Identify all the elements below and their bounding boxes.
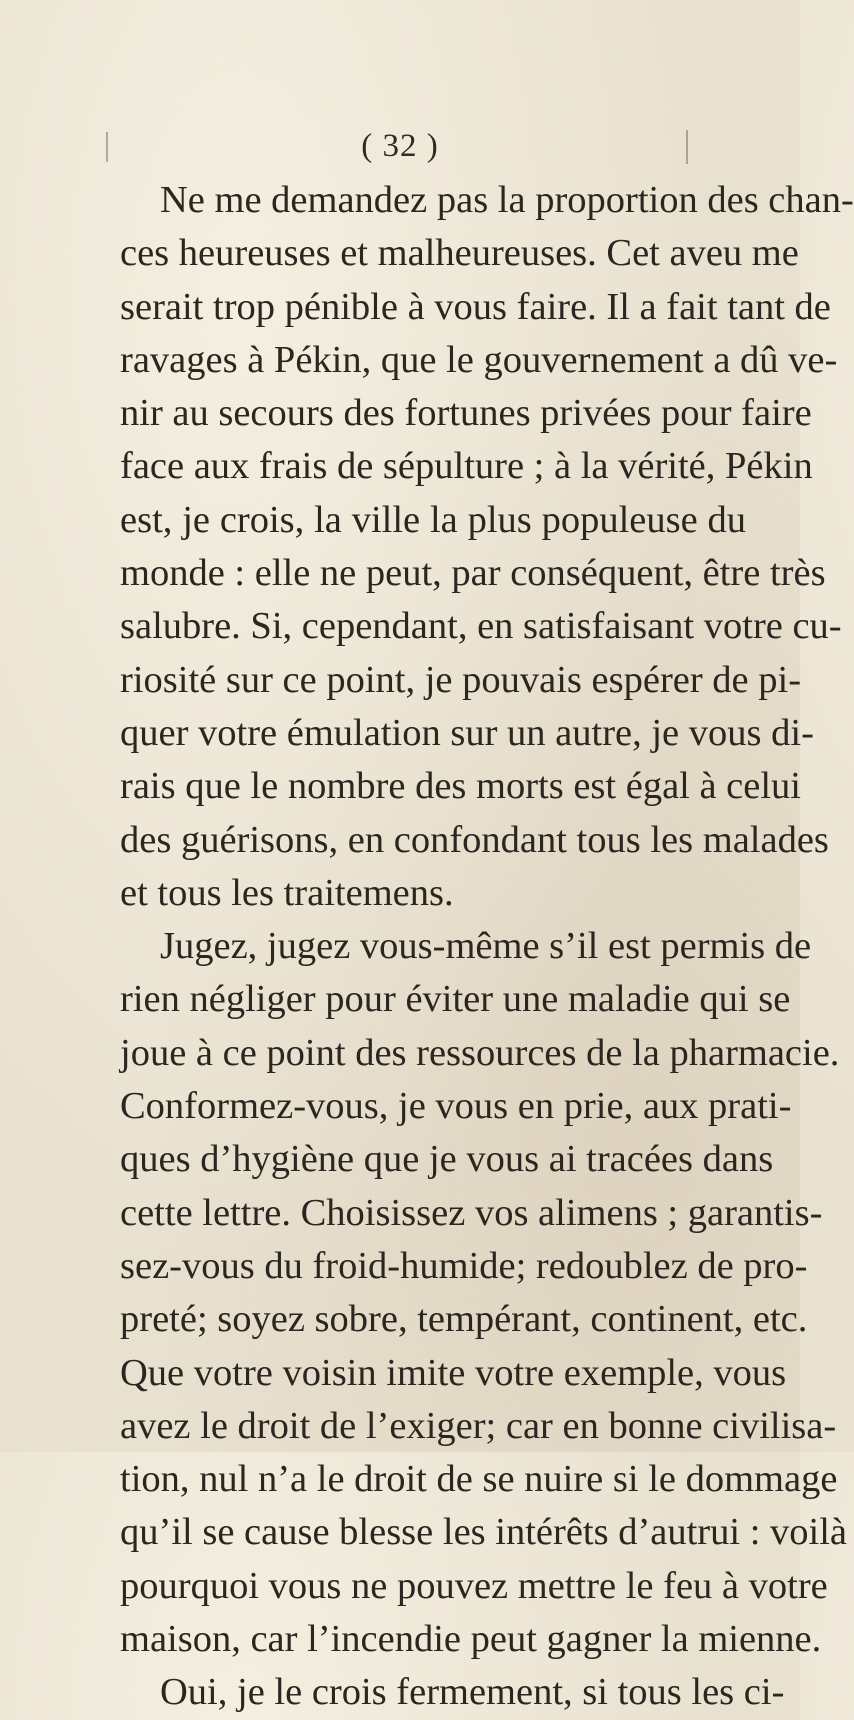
page-number: ( 32 ) xyxy=(361,128,439,164)
text-line: salubre. Si, cependant, en satisfaisant votre cu- xyxy=(120,605,842,648)
text-line: maison, car l’incendie peut gagner la mienne. xyxy=(120,1618,822,1661)
text-line: ravages à Pékin, que le gouvernement a dû ve- xyxy=(120,338,838,381)
text-line: serait trop pénible à vous faire. Il a fait tant de xyxy=(120,285,831,328)
text-line: avez le droit de l’exiger; car en bonne civilisa- xyxy=(120,1404,837,1447)
text-line: rais que le nombre des morts est égal à celui xyxy=(120,765,802,808)
text-line: des guérisons, en confondant tous les malades xyxy=(120,818,829,861)
text-line: riosité sur ce point, je pouvais espérer de pi- xyxy=(120,658,802,701)
text-line: Oui, je le crois fermement, si tous les ci- xyxy=(160,1671,785,1714)
text-line: quer votre émulation sur un autre, je vous di- xyxy=(120,711,814,754)
text-line: Conformez-vous, je vous en prie, aux prati- xyxy=(120,1085,792,1128)
text-line: preté; soyez sobre, tempérant, continent, etc. xyxy=(120,1298,808,1341)
text-line: joue à ce point des ressources de la pharmacie. xyxy=(120,1031,840,1074)
text-line: rien négliger pour éviter une maladie qui se xyxy=(120,978,791,1021)
text-line: ces heureuses et malheureuses. Cet aveu me xyxy=(120,232,799,275)
text-line: pourquoi vous ne pouvez mettre le feu à votre xyxy=(120,1564,828,1607)
text-line: face aux frais de sépulture ; à la vérité, Pékin xyxy=(120,445,813,488)
text-line: et tous les traitemens. xyxy=(120,871,454,914)
text-line: Ne me demandez pas la proportion des chan- xyxy=(160,179,854,221)
text-line: ques d’hygiène que je vous ai tracées dans xyxy=(120,1138,774,1181)
text-line: monde : elle ne peut, par conséquent, être très xyxy=(120,552,826,595)
text-line: Que votre voisin imite votre exemple, vous xyxy=(120,1351,787,1394)
text-line: cette lettre. Choisissez vos alimens ; garantis- xyxy=(120,1191,823,1234)
text-line: Jugez, jugez vous-même s’il est permis de xyxy=(160,925,812,968)
text-line: qu’il se cause blesse les intérêts d’autrui : voilà xyxy=(120,1511,848,1554)
text-line: tion, nul n’a le droit de se nuire si le dommage xyxy=(120,1458,838,1501)
text-line: nir au secours des fortunes privées pour faire xyxy=(120,392,812,435)
text-line: sez-vous du froid-humide; redoublez de pro- xyxy=(120,1244,808,1287)
body-text xyxy=(120,174,854,1720)
text-line: est, je crois, la ville la plus populeuse du xyxy=(120,498,746,541)
